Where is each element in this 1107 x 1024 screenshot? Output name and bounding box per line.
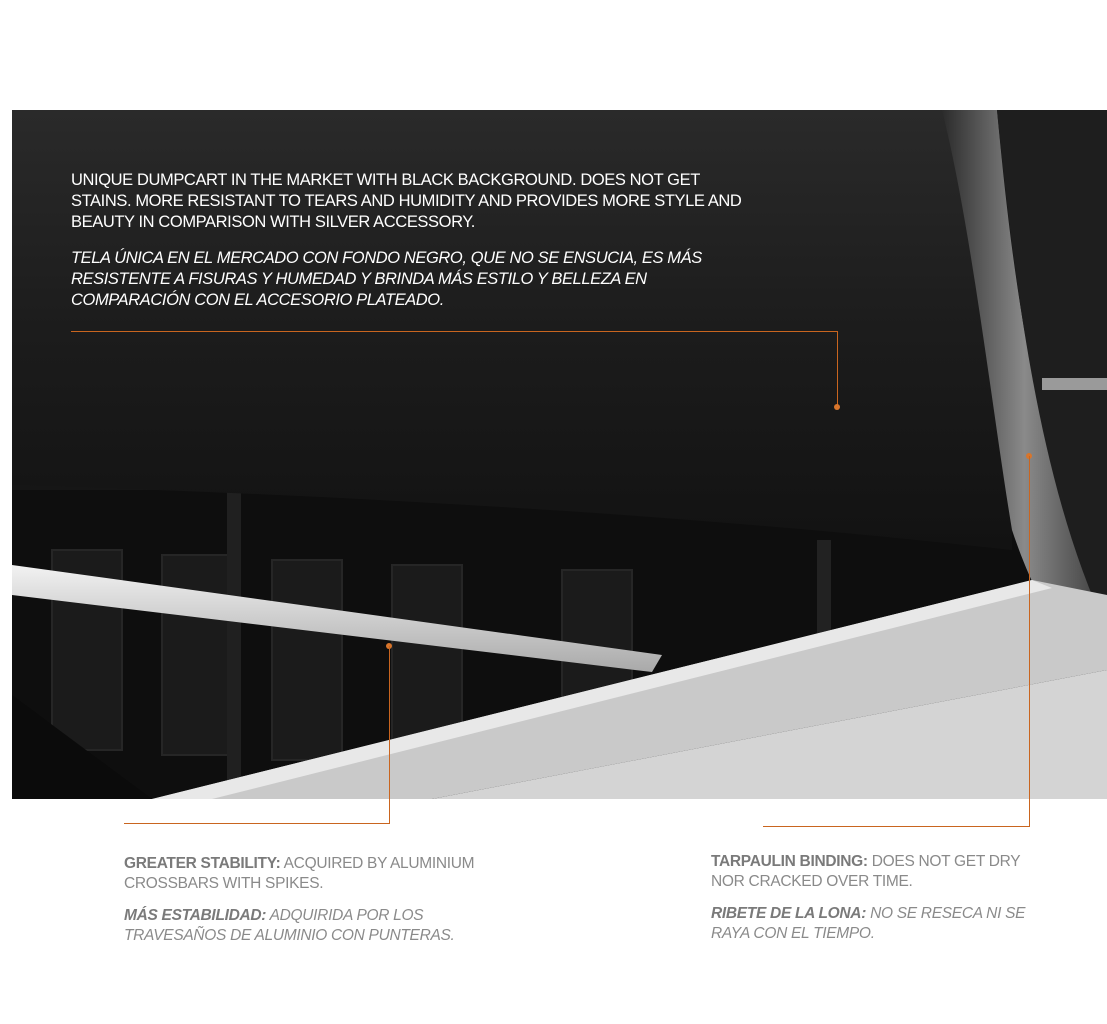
caption-binding-title-es: RIBETE DE LA LONA: [711,905,867,922]
callout-line-crossbar-horizontal [124,823,390,824]
caption-stability-english [124,854,514,894]
intro-text-english: UNIQUE DUMPCART IN THE MARKET WITH BLACK BACKGROUND. DOES NOT GET STAINS. MORE RESISTANT TO TEARS AND HUMIDITY AND PROVIDES MORE STYLE AND BEAUTY IN COMPARISON WITH SILVER ACCESSORY. [71,171,742,231]
caption-binding [711,852,1041,944]
callout-line-tarp-horizontal [71,331,838,332]
caption-binding-body-en: DOES NOT GET DRY NOR CRACKED OVER TIME. [711,853,1021,890]
caption-stability-title-en: GREATER STABILITY: [124,855,281,872]
caption-binding-title-en: TARPAULIN BINDING: [711,853,868,870]
caption-stability-body-en: ACQUIRED BY ALUMINIUM CROSSBARS WITH SPIKES. [124,855,475,892]
caption-binding-body-es: NO SE RESECA NI SE RAYA CON EL TIEMPO. [711,905,1026,942]
caption-stability-title-es: MÁS ESTABILIDAD: [124,907,267,924]
callout-line-binding-vertical [1029,456,1030,826]
callout-dot-tarp [834,404,840,410]
caption-stability-spanish [124,906,514,946]
callout-line-binding-horizontal [763,826,1030,827]
caption-binding-spanish [711,904,1041,944]
caption-binding-english [711,852,1041,892]
caption-stability [124,854,514,946]
intro-text-spanish: TELA ÚNICA EN EL MERCADO CON FONDO NEGRO, QUE NO SE ENSUCIA, ES MÁS RESISTENTE A FISURAS Y HUMEDAD Y BRINDA MÁS ESTILO Y BELLEZA EN COMPARACIÓN CON EL ACCESORIO PLATEADO. [71,249,702,309]
caption-stability-body-es: ADQUIRIDA POR LOS TRAVESAÑOS DE ALUMINIO CON PUNTERAS. [124,907,455,944]
callout-line-tarp-vertical [837,331,838,407]
callout-line-crossbar-vertical [389,646,390,823]
